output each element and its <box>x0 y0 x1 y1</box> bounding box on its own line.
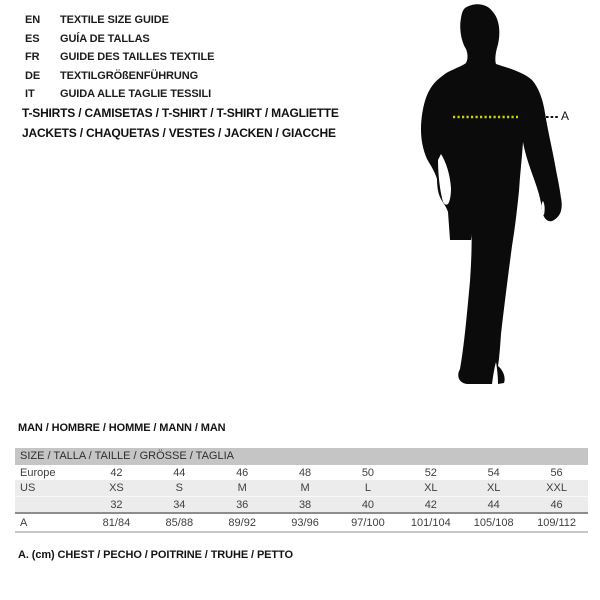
lang-label: TEXTILGRÖßENFÜHRUNG <box>60 69 199 82</box>
cell: 56 <box>550 466 563 479</box>
cell: 48 <box>298 466 312 479</box>
lang-label: GUIDA ALLE TAGLIE TESSILI <box>60 88 212 100</box>
cell: XL <box>486 482 501 494</box>
man-silhouette-figure <box>395 0 600 400</box>
cell: 44 <box>173 466 186 479</box>
category-jackets: JACKETS / CHAQUETAS / VESTES / JACKEN / GIACCHE <box>22 125 336 140</box>
language-list <box>25 11 214 104</box>
cell: 97/100 <box>351 516 385 529</box>
cell: 42 <box>110 466 123 479</box>
lang-row-en <box>25 11 214 30</box>
cell: XS <box>109 482 124 494</box>
cell: 109/112 <box>537 516 577 529</box>
size-table-header: SIZE / TALLA / TAILLE / GRÖSSE / TAGLIA <box>15 448 588 465</box>
cell: M <box>237 482 247 494</box>
cell: 32 <box>110 498 123 511</box>
lang-row-es <box>25 30 214 49</box>
lang-row-fr <box>25 48 214 67</box>
cell: 85/88 <box>165 516 194 529</box>
category-headings <box>22 104 339 143</box>
cell: 52 <box>424 466 437 479</box>
lang-label: TEXTILE SIZE GUIDE <box>60 14 169 26</box>
lang-label: GUIDE DES TAILLES TEXTILE <box>60 51 215 63</box>
lang-code: FR <box>25 51 40 63</box>
chest-footnote: A. (cm) CHEST / PECHO / POITRINE / TRUHE / PETTO <box>18 549 293 561</box>
size-table <box>15 448 588 533</box>
cell: 93/96 <box>291 516 319 529</box>
lang-code: DE <box>25 69 41 82</box>
cell: L <box>364 482 371 494</box>
cell: 89/92 <box>228 516 256 529</box>
cell: 40 <box>361 498 375 511</box>
cell: XL <box>424 482 438 494</box>
cell: 46 <box>236 466 249 479</box>
category-tshirts: T-SHIRTS / CAMISETAS / T-SHIRT / T-SHIRT / MAGLIETTE <box>22 106 339 120</box>
cell: 105/108 <box>473 516 514 529</box>
cell: 50 <box>361 466 375 479</box>
lang-code: IT <box>25 88 35 100</box>
measure-label-a: A <box>561 109 570 123</box>
cell: XXL <box>546 482 567 494</box>
cell: 54 <box>487 466 500 479</box>
section-title-man: MAN / HOMBRE / HOMME / MANN / MAN <box>18 422 226 434</box>
row-label: Europe <box>20 466 56 479</box>
cell: M <box>300 482 310 494</box>
table-row-us <box>15 480 588 497</box>
row-label: US <box>20 482 36 494</box>
cell: 46 <box>550 498 563 511</box>
cell: 81/84 <box>102 516 131 529</box>
cell: S <box>175 482 183 494</box>
cell: 42 <box>424 498 437 511</box>
lang-code: ES <box>25 32 40 45</box>
table-row-europe <box>15 465 588 480</box>
row-label: A <box>20 516 28 529</box>
lang-code: EN <box>25 14 41 26</box>
man-silhouette <box>395 0 600 400</box>
table-row-chest-cm <box>15 512 588 533</box>
lang-row-it <box>25 85 214 104</box>
cell: 38 <box>298 498 312 511</box>
cell: 101/104 <box>410 516 451 529</box>
cell: 36 <box>236 498 249 511</box>
lang-label: GUÍA DE TALLAS <box>60 32 150 45</box>
cell: 44 <box>487 498 500 511</box>
cell: 34 <box>173 498 186 511</box>
table-row-numeric <box>15 497 588 512</box>
lang-row-de <box>25 67 214 86</box>
